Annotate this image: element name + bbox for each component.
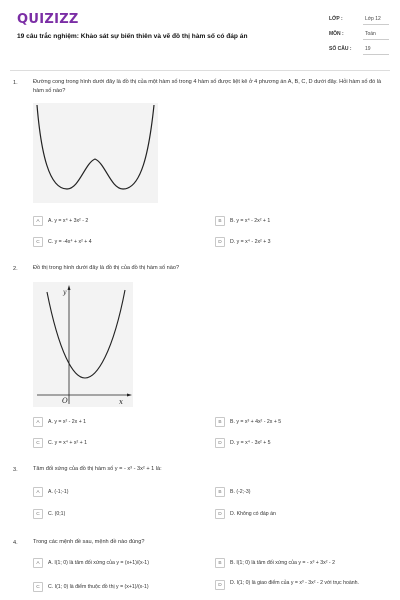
y-axis-label: y bbox=[63, 289, 67, 296]
option-text: D. Không có đáp án bbox=[230, 511, 276, 517]
option-letter: A bbox=[33, 216, 43, 226]
meta-count-key: SỐ CÂU : bbox=[329, 46, 352, 52]
question-number: 4. bbox=[13, 540, 18, 546]
meta-subject-key: MÔN : bbox=[329, 31, 344, 37]
option-text: C. (0;1) bbox=[48, 511, 66, 517]
option-text: D. I(1; 0) là giao điểm của y = x³ - 3x² - 2 với trục hoành. bbox=[230, 580, 359, 586]
option-letter: D bbox=[215, 237, 225, 247]
option-text: A. y = x⁴ + 3x² - 2 bbox=[48, 218, 89, 224]
question-text: Đường cong trong hình dưới đây là đồ thị của một hàm số trong 4 hàm số được liệt kê ở 4 phương án A, B, C, D dưới đây. Hỏi hàm số đó là hàm số nào? bbox=[33, 79, 382, 94]
origin-label: O bbox=[62, 397, 68, 405]
option-letter: B bbox=[215, 487, 225, 497]
y-axis-arrow bbox=[68, 285, 71, 290]
question-text: Trong các mệnh đề sau, mệnh đề nào đúng? bbox=[33, 539, 145, 545]
option-text: C. y = -4x⁴ + x² + 4 bbox=[48, 239, 92, 245]
option-letter: D bbox=[215, 580, 225, 590]
question-number: 3. bbox=[13, 467, 18, 473]
question-number: 1. bbox=[13, 80, 18, 86]
option-letter: D bbox=[215, 438, 225, 448]
option-text: C. I(1; 0) là điểm thuộc đồ thị y = (x+1)/(x-1) bbox=[48, 584, 149, 590]
option-letter: D bbox=[215, 509, 225, 519]
option-letter: A bbox=[33, 487, 43, 497]
option-text: B. y = x³ + 4x² - 2x + 5 bbox=[230, 419, 282, 425]
document-title: 19 câu trắc nghiệm: Khảo sát sự biến thiên và vẽ đồ thị hàm số có đáp án bbox=[17, 33, 248, 40]
meta-count-value: 19 bbox=[365, 46, 371, 52]
option-letter: A bbox=[33, 417, 43, 427]
question-1-graph bbox=[33, 103, 158, 203]
x-axis-arrow bbox=[127, 394, 132, 397]
parabola-curve bbox=[47, 290, 125, 378]
meta-underline bbox=[363, 24, 389, 25]
document-header bbox=[0, 0, 400, 64]
question-number: 2. bbox=[13, 266, 18, 272]
option-text: B. (-2;-3) bbox=[230, 489, 251, 495]
meta-underline bbox=[363, 39, 389, 40]
question-text: Tâm đối xứng của đồ thị hàm số y = - x³ - 3x² + 1 là: bbox=[33, 466, 162, 472]
option-text: B. I(1; 0) là tâm đối xứng của y = - x³ + 3x² - 2 bbox=[230, 560, 335, 566]
meta-grade-value: Lớp 12 bbox=[365, 16, 381, 22]
option-letter: C bbox=[33, 509, 43, 519]
meta-underline bbox=[363, 54, 389, 55]
header-divider bbox=[10, 70, 390, 71]
quartic-curve bbox=[37, 105, 154, 189]
option-letter: A bbox=[33, 558, 43, 568]
meta-subject-value: Toán bbox=[365, 31, 376, 37]
question-text: Đồ thị trong hình dưới đây là đồ thị của đồ thị hàm số nào? bbox=[33, 265, 180, 271]
x-axis-label: x bbox=[119, 398, 123, 406]
option-text: D. y = x⁴ - 2x² + 3 bbox=[230, 239, 271, 245]
option-text: A. y = x² - 2x + 1 bbox=[48, 419, 87, 425]
option-letter: C bbox=[33, 237, 43, 247]
parabola-graph bbox=[33, 282, 133, 407]
option-text: D. y = x⁴ - 3x² + 5 bbox=[230, 440, 271, 446]
option-text: A. I(1; 0) là tâm đối xứng của y = (x+1)/(x-1) bbox=[48, 560, 149, 566]
question-2-graph bbox=[33, 282, 133, 407]
option-text: C. y = x⁴ + x² + 1 bbox=[48, 440, 87, 446]
option-letter: B bbox=[215, 216, 225, 226]
option-letter: B bbox=[215, 417, 225, 427]
meta-grade-key: LỚP : bbox=[329, 16, 343, 22]
option-letter: C bbox=[33, 438, 43, 448]
w-curve-graph bbox=[33, 103, 158, 203]
option-text: A. (-1;-1) bbox=[48, 489, 69, 495]
option-letter: C bbox=[33, 582, 43, 592]
option-text: B. y = x⁴ - 2x² + 1 bbox=[230, 218, 271, 224]
option-letter: B bbox=[215, 558, 225, 568]
quizizz-logo: QUIZIZZ bbox=[17, 12, 79, 27]
